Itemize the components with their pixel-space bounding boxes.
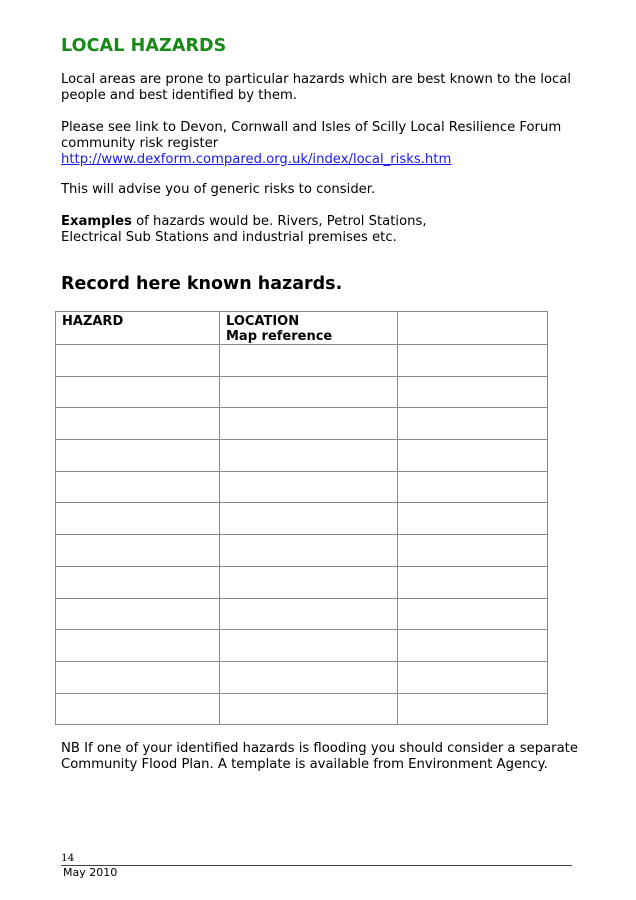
advise-paragraph: This will advise you of generic risks to consider. bbox=[61, 182, 376, 197]
location-cell[interactable] bbox=[220, 471, 398, 503]
hazard-cell[interactable] bbox=[56, 471, 220, 503]
location-cell[interactable] bbox=[220, 440, 398, 472]
header-hazard: HAZARD bbox=[56, 312, 220, 345]
nb-paragraph bbox=[61, 741, 578, 773]
footer-divider bbox=[61, 865, 572, 866]
examples-text: of hazards would be. Rivers, Petrol Stations, bbox=[131, 214, 427, 229]
table-row bbox=[56, 471, 548, 503]
table-row bbox=[56, 376, 548, 408]
hazard-cell[interactable] bbox=[56, 693, 220, 725]
hazard-cell[interactable] bbox=[56, 503, 220, 535]
location-cell[interactable] bbox=[220, 345, 398, 377]
extra-cell[interactable] bbox=[398, 535, 548, 567]
hazard-cell[interactable] bbox=[56, 535, 220, 567]
hazard-cell[interactable] bbox=[56, 408, 220, 440]
examples-text-line2: Electrical Sub Stations and industrial premises etc. bbox=[61, 230, 397, 245]
link-paragraph-text: Please see link to Devon, Cornwall and Isles of Scilly Local Resilience Forum community risk register bbox=[61, 120, 562, 151]
footer-date: May 2010 bbox=[63, 866, 118, 879]
examples-bold-label: Examples bbox=[61, 214, 132, 229]
extra-cell[interactable] bbox=[398, 440, 548, 472]
table-row bbox=[56, 503, 548, 535]
examples-paragraph bbox=[61, 214, 427, 246]
hazard-cell[interactable] bbox=[56, 376, 220, 408]
hazard-cell[interactable] bbox=[56, 630, 220, 662]
table-row bbox=[56, 535, 548, 567]
table-row bbox=[56, 693, 548, 725]
section-heading: Record here known hazards. bbox=[61, 274, 343, 294]
header-blank bbox=[398, 312, 548, 345]
page-number: 14 bbox=[61, 852, 75, 864]
extra-cell[interactable] bbox=[398, 376, 548, 408]
table-row bbox=[56, 566, 548, 598]
location-cell[interactable] bbox=[220, 535, 398, 567]
extra-cell[interactable] bbox=[398, 471, 548, 503]
hazard-cell[interactable] bbox=[56, 566, 220, 598]
nb-line-2: Community Flood Plan. A template is available from Environment Agency. bbox=[61, 757, 548, 772]
link-paragraph bbox=[61, 120, 571, 168]
table-row bbox=[56, 345, 548, 377]
location-cell[interactable] bbox=[220, 661, 398, 693]
extra-cell[interactable] bbox=[398, 598, 548, 630]
table-row bbox=[56, 440, 548, 472]
table-row bbox=[56, 598, 548, 630]
hazard-cell[interactable] bbox=[56, 661, 220, 693]
extra-cell[interactable] bbox=[398, 693, 548, 725]
hazard-cell[interactable] bbox=[56, 345, 220, 377]
location-cell[interactable] bbox=[220, 376, 398, 408]
extra-cell[interactable] bbox=[398, 408, 548, 440]
location-cell[interactable] bbox=[220, 630, 398, 662]
risk-register-link[interactable]: http://www.dexform.compared.org.uk/index/local_risks.htm bbox=[61, 152, 452, 167]
header-location: LOCATION Map reference bbox=[220, 312, 398, 345]
hazard-cell[interactable] bbox=[56, 440, 220, 472]
location-cell[interactable] bbox=[220, 693, 398, 725]
table-row bbox=[56, 630, 548, 662]
extra-cell[interactable] bbox=[398, 630, 548, 662]
extra-cell[interactable] bbox=[398, 345, 548, 377]
location-cell[interactable] bbox=[220, 503, 398, 535]
table-row bbox=[56, 408, 548, 440]
table-row bbox=[56, 661, 548, 693]
hazards-table bbox=[55, 311, 548, 725]
intro-paragraph: Local areas are prone to particular hazards which are best known to the local people and best identified by them. bbox=[61, 72, 572, 103]
location-cell[interactable] bbox=[220, 408, 398, 440]
extra-cell[interactable] bbox=[398, 503, 548, 535]
location-cell[interactable] bbox=[220, 566, 398, 598]
extra-cell[interactable] bbox=[398, 566, 548, 598]
table-header-row bbox=[56, 312, 548, 345]
hazard-cell[interactable] bbox=[56, 598, 220, 630]
page-title: LOCAL HAZARDS bbox=[61, 36, 227, 56]
extra-cell[interactable] bbox=[398, 661, 548, 693]
nb-line-1: NB If one of your identified hazards is flooding you should consider a separate bbox=[61, 741, 578, 756]
location-cell[interactable] bbox=[220, 598, 398, 630]
